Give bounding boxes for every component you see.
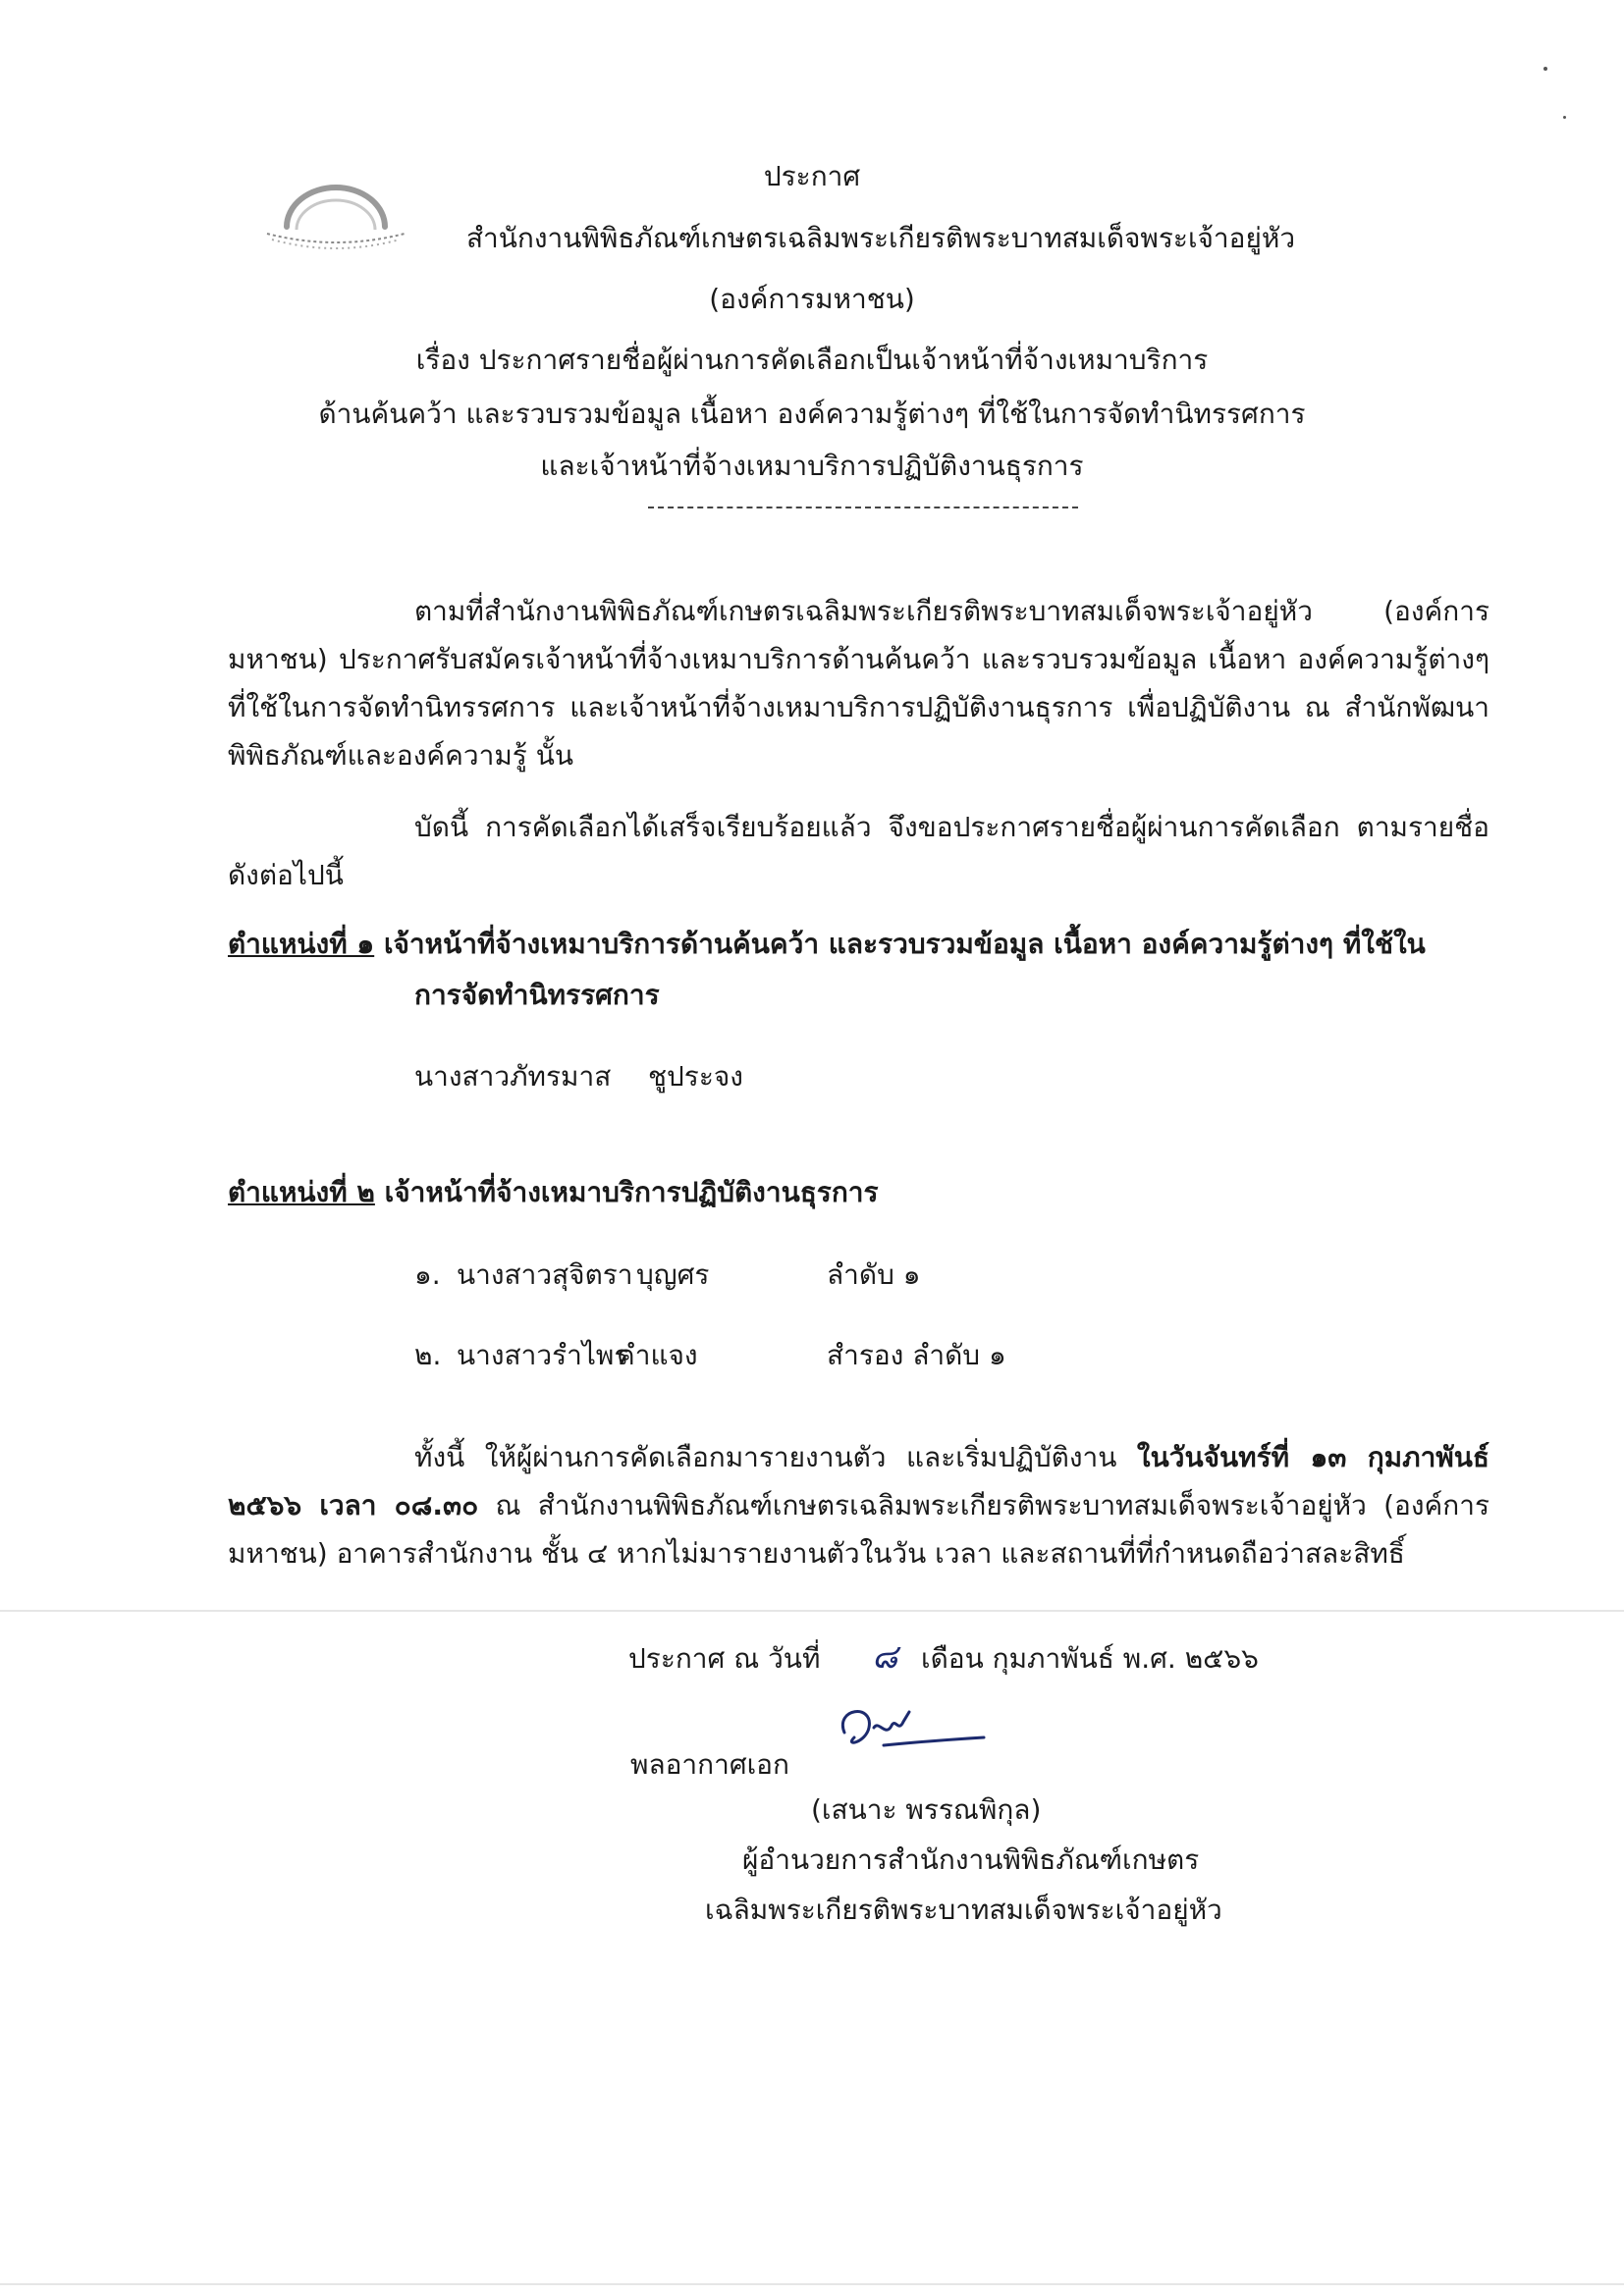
header-divider [648, 507, 1078, 508]
announcement-paragraph: บัดนี้ การคัดเลือกได้เสร็จเรียบร้อยแล้ว จึงขอประกาศรายชื่อผู้ผ่านการคัดเลือก ตามรายชื่อดังต่อไปนี้ [228, 811, 1489, 891]
announce-date-day: ๘ [872, 1637, 898, 1677]
scan-artifact-line [0, 1610, 1624, 1612]
org-type: (องค์การมหาชน) [709, 283, 915, 315]
candidate-1-rank: ลำดับ ๑ [827, 1258, 921, 1291]
candidate-2-surname: คำแจง [617, 1339, 698, 1371]
candidate-1-name: นางสาวสุจิตรา [457, 1258, 633, 1291]
reporting-details: ณ สำนักงานพิพิธภัณฑ์เกษตรเฉลิมพระเกียรติพระบาทสมเด็จพระเจ้าอยู่หัว (องค์การมหาชน) อาคารสำนักงาน ชั้น ๔ หากไม่มารายงานตัวในวัน เวลา และสถานที่ที่กำหนดถือว่าสละสิทธิ์ [228, 1489, 1489, 1570]
office-name: สำนักงานพิพิธภัณฑ์เกษตรเฉลิมพระเกียรติพระบาทสมเด็จพระเจ้าอยู่หัว [465, 222, 1296, 254]
position-1-person-surname: ชูประจง [648, 1060, 743, 1093]
signer-name: (เสนาะ พรรณพิกุล) [811, 1793, 1042, 1826]
signature-image [825, 1698, 992, 1767]
candidate-2-rank: สำรอง ลำดับ ๑ [827, 1339, 1006, 1371]
subject-line-1: เรื่อง ประกาศรายชื่อผู้ผ่านการคัดเลือกเป็นเจ้าหน้าที่จ้างเหมาบริการ [415, 344, 1209, 376]
announce-heading: ประกาศ [763, 160, 861, 192]
subject-line-2: ด้านค้นคว้า และรวบรวมข้อมูล เนื้อหา องค์ความรู้ต่างๆ ที่ใช้ในการจัดทำนิทรรศการ [318, 398, 1306, 430]
announce-date-prefix: ประกาศ ณ วันที่ [628, 1642, 821, 1675]
reporting-intro: ทั้งนี้ ให้ผู้ผ่านการคัดเลือกมารายงานตัว และเริ่มปฏิบัติงาน [414, 1441, 1137, 1473]
position-1-heading [228, 923, 1426, 966]
intro-paragraph: ตามที่สำนักงานพิพิธภัณฑ์เกษตรเฉลิมพระเกียรติพระบาทสมเด็จพระเจ้าอยู่หัว (องค์การมหาชน) ประกาศรับสมัครเจ้าหน้าที่จ้างเหมาบริการด้านค้นคว้า และรวบรวมข้อมูล เนื้อหา องค์ความรู้ต่างๆ ที่ใช้ในการจัดทำนิทรรศการ และเจ้าหน้าที่จ้างเหมาบริการปฏิบัติงานธุรการ เพื่อปฏิบัติงาน ณ สำนักพัฒนาพิพิธภัณฑ์และองค์ความรู้ นั้น [228, 595, 1489, 772]
position-1-person-name: นางสาวภัทรมาส [414, 1060, 612, 1093]
scan-speck [1563, 116, 1566, 119]
announce-date-suffix: เดือน กุมภาพันธ์ พ.ศ. ๒๕๖๖ [921, 1642, 1259, 1675]
candidate-2-number: ๒. [414, 1339, 442, 1371]
position-2-heading [228, 1171, 879, 1214]
subject-line-3: และเจ้าหน้าที่จ้างเหมาบริการปฏิบัติงานธุรการ [540, 450, 1084, 482]
position-1-title-line-1: เจ้าหน้าที่จ้างเหมาบริการด้านค้นคว้า และรวบรวมข้อมูล เนื้อหา องค์ความรู้ต่างๆ ที่ใช้ใน [383, 928, 1426, 960]
candidate-1-surname: บุญศร [636, 1258, 710, 1291]
scan-artifact-bottom [0, 2283, 1624, 2285]
signer-position-line-2: เฉลิมพระเกียรติพระบาทสมเด็จพระเจ้าอยู่หัว [705, 1894, 1222, 1926]
position-2-title: เจ้าหน้าที่จ้างเหมาบริการปฏิบัติงานธุรการ [384, 1176, 879, 1208]
candidate-2-name: นางสาวรำไพร [457, 1339, 629, 1371]
position-2-label: ตำแหน่งที่ ๒ [228, 1176, 375, 1208]
candidate-1-number: ๑. [414, 1258, 441, 1291]
signer-position-line-1: ผู้อำนวยการสำนักงานพิพิธภัณฑ์เกษตร [742, 1843, 1200, 1876]
signer-rank: พลอากาศเอก [630, 1748, 789, 1781]
position-1-title-line-2: การจัดทำนิทรรศการ [414, 979, 660, 1011]
reporting-paragraph [228, 1433, 1489, 1577]
scan-speck [1543, 67, 1547, 71]
position-1-label: ตำแหน่งที่ ๑ [228, 928, 375, 960]
reporting-date: ในวันจันทร์ที่ ๑๓ กุมภาพันธ์ ๒๕๖๖ เวลา ๐๘.๓๐ [228, 1441, 1489, 1522]
